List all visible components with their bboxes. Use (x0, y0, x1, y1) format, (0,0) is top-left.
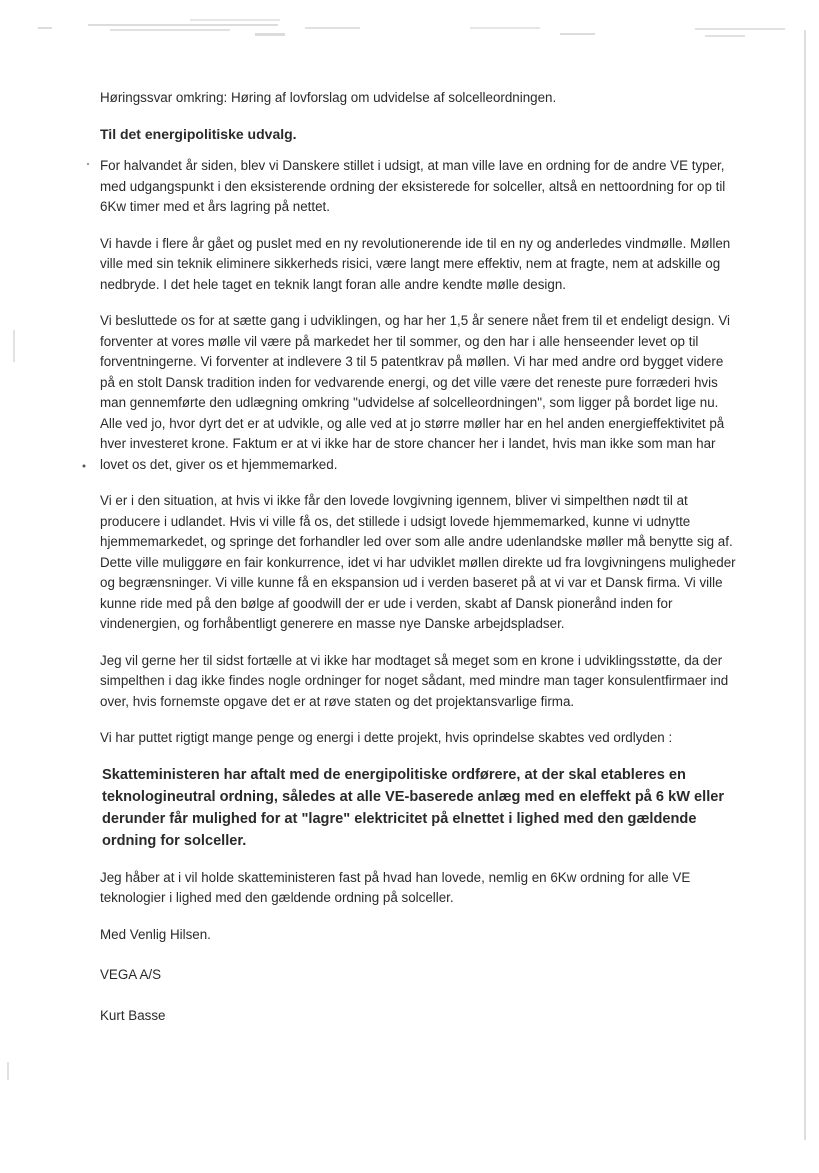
paragraph: Vi besluttede os for at sætte gang i udviklingen, og har her 1,5 år senere nået frem til et endeligt design. Vi forventer at vores mølle vil være på markedet her til sommer, og den har i alle henseender levet op til forventningerne. Vi forventer at indlevere 3 til 5 patentkrav på møllen. Vi har med andre ord bygget videre på en stolt Dansk tradition inden for vedvarende energi, og det ville være det reneste pure forræderi hvis man gennemførte den udlægning omkring "udvidelse af solcelleordningen", som ligger på bordet lige nu. Alle ved jo, hvor dyrt det er at udvikle, og alle ved at jo større møller har en hel anden energieffektivitet på hver investeret krone. Faktum er at vi ikke har de store chancer her i landet, hvis man ikke som man har lovet os det, giver os et hjemmemarked. (100, 313, 730, 472)
paragraph: For halvandet år siden, blev vi Danskere stillet i udsigt, at man ville lave en ordning for de andre VE typer, med udgangspunkt i den eksisterende ordning der eksisterede for solceller, altså en nettoordning for op til 6Kw timer med et års lagring på nettet. (100, 158, 726, 214)
letter-salutation: Til det energipolitiske udvalg. (100, 125, 297, 142)
quoted-agreement: Skatteministeren har aftalt med de energipolitiske ordførere, at der skal etableres en teknologineutral ordning, således at alle VE-baserede anlæg med en eleffekt på 6 kW eller derunder får mulighed for at "lagre" elektricitet på elnettet i lighed med den gældende ordning for solceller. (102, 766, 725, 849)
company-name: VEGA A/S (100, 967, 162, 982)
paragraph: Jeg vil gerne her til sidst fortælle at vi ikke har modtaget så meget som en krone i udviklingsstøtte, da der simpelthen i dag ikke findes nogle ordninger for noget sådant, med mindre man tager konsulentfirmaer ind over, hvis fornemste opgave det er at røve staten og det projektansvarlige firma. (100, 652, 729, 709)
letter-subject: Høringssvar omkring: Høring af lovforslag om udvidelse af solcelleordningen. (100, 90, 557, 105)
signoff: Med Venlig Hilsen. (100, 926, 211, 942)
signatory-name: Kurt Basse (100, 1007, 166, 1023)
closing-paragraph: Jeg håber at i vil holde skatteministeren fast på hvad han lovede, nemlig en 6Kw ordning for alle VE teknologier i lighed med den gældende ordning på solceller. (100, 869, 691, 905)
paragraph: Vi har puttet rigtigt mange penge og energi i dette projekt, hvis oprindelse skabtes ved ordlyden : (100, 730, 673, 745)
paragraph: Vi havde i flere år gået og puslet med en ny revolutionerende ide til en ny og anderledes vindmølle. Møllen ville med sin teknik eliminere sikkerheds risici, være langt mere effektiv, nem at fragte, nem at adskille og nedbryde. I det hele taget en teknik langt foran alle andre kendte mølle design. (100, 235, 731, 292)
letter-body (100, 88, 740, 1026)
paragraph: Vi er i den situation, at hvis vi ikke får den lovede lovgivning igennem, bliver vi simpelthen nødt til at producere i udlandet. Hvis vi ville få os, det stillede i udsigt lovede hjemmemarked, kunne vi udnytte hjemmemarkedet, og springe det forhandler led over som alle andre udenlandske møller må benytte sig af. Dette ville muliggøre en fair konkurrence, idet vi har udviklet møllen direkte ud fra lovgivningens muligheder og begrænsninger. Vi ville kunne få en ekspansion ud i verden baseret på at vi var et Dansk firma. Vi ville kunne ride med på den bølge af goodwill der er ude i verden, skabt af Dansk pionerånd inden for vindenergien, og forhåbentligt generere en masse nye Danske arbejdspladser. (100, 493, 736, 631)
